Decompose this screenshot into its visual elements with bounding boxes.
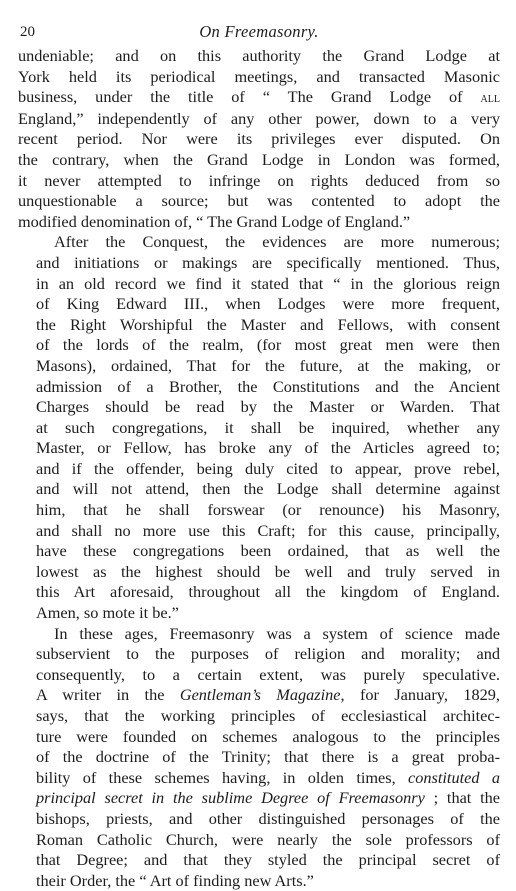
- text-line: consequently, to a certain extent, was purely speculative.: [36, 664, 500, 684]
- paragraph: [18, 46, 500, 232]
- text-line: business, under the title of “ The Grand Lodge of all: [18, 87, 500, 107]
- italic-phrase: constituted a: [408, 767, 500, 787]
- text-line: bishops, priests, and other distinguished personages of the: [36, 808, 500, 828]
- text-line: and initiations or makings are specifically mentioned. Thus,: [36, 252, 500, 272]
- text-line: subservient to the purposes of religion and morality; and: [36, 644, 500, 664]
- text-line: After the Conquest, the evidences are more numerous;: [54, 232, 500, 252]
- text-line: it never attempted to infringe on rights deduced from so: [18, 170, 500, 190]
- text-line: ture were founded on schemes analogous to the principles: [36, 726, 500, 746]
- text-line: bility of these schemes having, in olden times, constituted a: [36, 767, 500, 787]
- text-line: of King Edward III., when Lodges were more frequent,: [36, 294, 500, 314]
- italic-phrase: principal secret in the sublime Degree of Freemasonry: [36, 788, 425, 808]
- text-line: and if the offender, being duly cited to appear, prove rebel,: [36, 458, 500, 478]
- text-line: of the doctrine of the Trinity; that there is a great proba-: [36, 747, 500, 767]
- text-line: this Art aforesaid, throughout all the kingdom of England.: [36, 582, 500, 602]
- text-line: In these ages, Freemasonry was a system of science made: [54, 623, 500, 643]
- paragraph: [18, 624, 500, 891]
- book-page: [18, 22, 500, 891]
- running-title: On Freemasonry.: [199, 22, 319, 41]
- text-line: says, that the working principles of ecclesiastical architec-: [36, 706, 500, 725]
- page-header: [18, 22, 500, 44]
- text-line: at such congregations, it shall be inquired, whether any: [36, 417, 500, 437]
- text-line: unquestionable a source; but was contented to adopt the: [18, 191, 500, 211]
- text-line: Charges should be read by the Master or Warden. That: [36, 397, 500, 417]
- text-line: of the lords of the realm, (for most great men were then: [36, 335, 500, 355]
- text-line: the Right Worshipful the Master and Fellows, with consent: [36, 314, 500, 334]
- small-caps-word: all: [480, 90, 500, 107]
- text-line: and shall no more use this Craft; for this cause, principally,: [36, 520, 500, 540]
- text-line: A writer in the Gentleman’s Magazine, for January, 1829,: [36, 685, 500, 705]
- text-line: admission of a Brother, the Constitutions and the Ancient: [36, 376, 500, 396]
- paragraph: [18, 232, 500, 623]
- text-line: Amen, so mote it be.”: [36, 603, 179, 623]
- body-text: [18, 46, 500, 891]
- text-line: Master, or Fellow, has broke any of the Articles agreed to;: [36, 438, 500, 458]
- text-line: that Degree; and that they styled the principal secret of: [36, 850, 500, 870]
- italic-title: Gentleman’s Magazine: [179, 685, 341, 705]
- text-line: England,” independently of any other power, down to a very: [18, 108, 500, 128]
- text-line: him, that he shall forswear (or renounce) his Masonry,: [36, 500, 500, 520]
- text-line: undeniable; and on this authority the Grand Lodge at: [18, 46, 500, 65]
- text-line: York held its periodical meetings, and transacted Masonic: [18, 66, 500, 86]
- text-line: have these congregations been ordained, that as well the: [36, 541, 500, 561]
- text-line: recent period. Nor were its privileges ever disputed. On: [18, 129, 500, 149]
- text-line: modified denomination of, “ The Grand Lodge of England.”: [18, 211, 411, 231]
- text-line: their Order, the “ Art of finding new Arts.”: [36, 870, 314, 890]
- text-line: Masons), ordained, That for the future, at the making, or: [36, 355, 500, 375]
- page-number: 20: [20, 24, 35, 40]
- text-line: in an old record we find it stated that “ in the glorious reign: [36, 273, 500, 293]
- text-line: Roman Catholic Church, were nearly the sole professors of: [36, 829, 500, 849]
- text-line: the contrary, when the Grand Lodge in London was formed,: [18, 149, 500, 169]
- text-line: lowest as the highest should be well and truly served in: [36, 561, 500, 581]
- text-line: and will not attend, then the Lodge shall determine against: [36, 479, 500, 499]
- text-line: principal secret in the sublime Degree of Freemasonry ; that the: [36, 788, 500, 808]
